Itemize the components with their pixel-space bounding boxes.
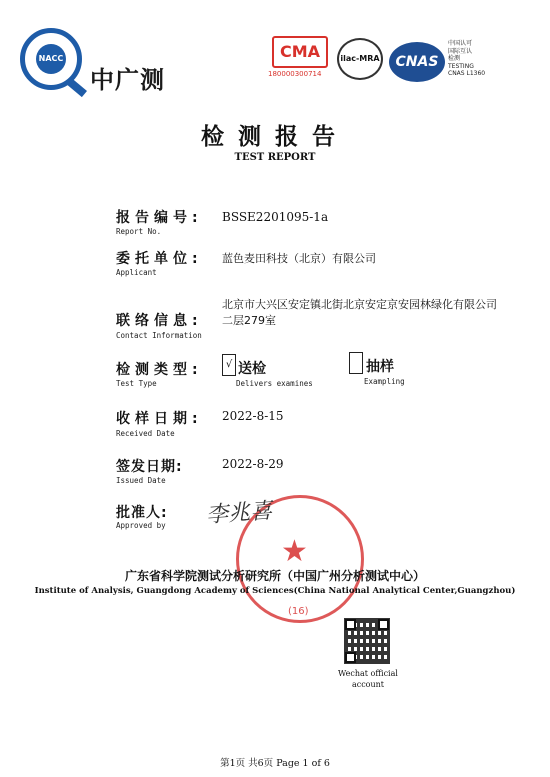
issued-date-value: 2022-8-29 (222, 457, 284, 471)
cnas-caption: 中国认可 国际互认 检测 TESTING CNAS L1360 (448, 40, 486, 77)
report-title-en: TEST REPORT (234, 152, 316, 163)
sampling-label-en: Exampling (364, 377, 405, 386)
page-number: 第1页 共6页 Page 1 of 6 (220, 758, 330, 769)
sampling-label: 抽样 (366, 359, 394, 375)
delivers-label-en: Delivers examines (236, 379, 313, 388)
contact-label: 联络信息: (116, 313, 203, 329)
report-no-value: BSSE2201095-1a (222, 210, 329, 224)
contact-value-line2: 二层279室 (222, 314, 276, 327)
issued-date-label-en: Issued Date (116, 476, 166, 485)
delivers-checkbox: √ (222, 354, 236, 376)
brand-name: 中广测 (90, 66, 165, 94)
qr-finder (378, 619, 389, 630)
issued-date-label: 签发日期: (116, 459, 183, 475)
report-no-label: 报告编号: (116, 210, 203, 226)
received-date-value: 2022-8-15 (222, 409, 284, 423)
approved-by-label-en: Approved by (116, 521, 166, 530)
report-title: 检测报告 (201, 123, 349, 150)
test-type-label: 检测类型: (116, 362, 203, 378)
received-date-label-en: Received Date (116, 429, 175, 438)
contact-label-en: Contact Information (116, 331, 202, 340)
qr-finder (345, 619, 356, 630)
delivers-label: 送检 (238, 361, 266, 377)
sampling-checkbox (349, 352, 363, 374)
applicant-label: 委托单位: (116, 251, 203, 267)
qr-caption: Wechat official account (338, 669, 398, 689)
stamp-number: (16) (288, 606, 309, 617)
nacc-logo-text: NACC (36, 44, 66, 74)
applicant-value: 蓝色麦田科技（北京）有限公司 (222, 252, 376, 265)
applicant-label-en: Applicant (116, 268, 157, 277)
test-type-label-en: Test Type (116, 379, 157, 388)
stamp-star-icon: ★ (281, 534, 308, 569)
ilac-mra-logo: ilac-MRA (337, 38, 383, 80)
cma-logo: CMA (272, 36, 328, 68)
cnas-logo: CNAS (389, 42, 445, 82)
approved-by-label: 批准人: (116, 505, 168, 521)
institute-name-en: Institute of Analysis, Guangdong Academy of Sciences(China National Analytical Center,Guangzhou) (34, 586, 516, 596)
qr-finder (345, 652, 356, 663)
contact-value-line1: 北京市大兴区安定镇北街北京安定京安园林绿化有限公司 (222, 298, 497, 311)
signature: 李兆喜 (205, 498, 273, 529)
report-no-label-en: Report No. (116, 227, 162, 236)
cma-number: 180000300714 (268, 70, 322, 78)
received-date-label: 收样日期: (116, 411, 203, 427)
institute-name-cn: 广东省科学院测试分析研究所（中国广州分析测试中心） (124, 569, 425, 583)
